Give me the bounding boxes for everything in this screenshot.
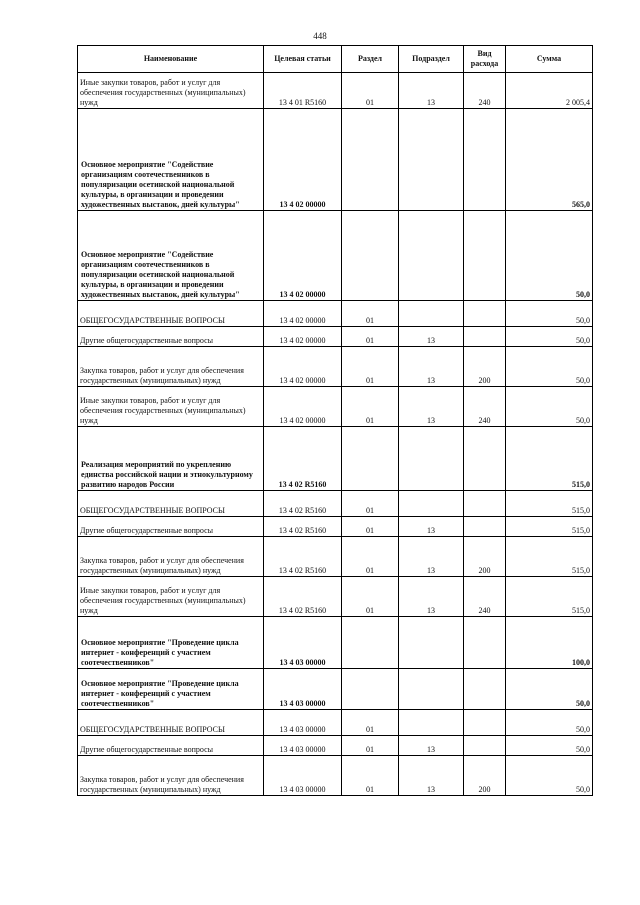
table-row-bold [78, 617, 593, 669]
cell-vid [464, 669, 506, 710]
cell-vid [464, 301, 506, 327]
cell-code: 13 4 03 00000 [264, 710, 342, 736]
cell-subsection [399, 491, 464, 517]
cell-section [342, 669, 399, 710]
cell-vid [464, 327, 506, 347]
cell-code: 13 4 02 R5160 [264, 537, 342, 577]
cell-name: Основное мероприятие "Проведение цикла интернет - конференций с участием соотечественников" [78, 669, 264, 710]
cell-sum: 50,0 [506, 327, 593, 347]
cell-section: 01 [342, 756, 399, 796]
cell-section: 01 [342, 710, 399, 736]
cell-name: Основное мероприятие "Проведение цикла интернет - конференций с участием соотечественников" [78, 617, 264, 669]
cell-section [342, 109, 399, 211]
cell-subsection: 13 [399, 347, 464, 387]
cell-vid [464, 427, 506, 491]
cell-code: 13 4 02 00000 [264, 387, 342, 427]
cell-code: 13 4 03 00000 [264, 736, 342, 756]
cell-section: 01 [342, 736, 399, 756]
cell-vid [464, 517, 506, 537]
cell-vid [464, 491, 506, 517]
cell-code: 13 4 03 00000 [264, 617, 342, 669]
cell-vid [464, 211, 506, 301]
cell-subsection: 13 [399, 327, 464, 347]
cell-vid: 240 [464, 577, 506, 617]
cell-sum: 515,0 [506, 491, 593, 517]
cell-code: 13 4 03 00000 [264, 756, 342, 796]
cell-name: Реализация мероприятий по укреплению единства российской нации и этнокультурному развитию народов России [78, 427, 264, 491]
cell-sum: 100,0 [506, 617, 593, 669]
header-subsection: Подраздел [399, 46, 464, 73]
cell-vid [464, 736, 506, 756]
cell-sum: 50,0 [506, 387, 593, 427]
cell-section: 01 [342, 301, 399, 327]
cell-name: Иные закупки товаров, работ и услуг для обеспечения государственных (муниципальных) нужд [78, 73, 264, 109]
cell-sum: 50,0 [506, 756, 593, 796]
table-row-bold [78, 109, 593, 211]
cell-code: 13 4 02 00000 [264, 347, 342, 387]
cell-subsection: 13 [399, 517, 464, 537]
header-name: Наименование [78, 46, 264, 73]
cell-vid: 200 [464, 756, 506, 796]
cell-section: 01 [342, 537, 399, 577]
cell-sum: 515,0 [506, 537, 593, 577]
cell-name: Закупка товаров, работ и услуг для обеспечения государственных (муниципальных) нужд [78, 537, 264, 577]
cell-name: ОБЩЕГОСУДАРСТВЕННЫЕ ВОПРОСЫ [78, 301, 264, 327]
cell-name: Основное мероприятие "Содействие организациям соотечественников в популяризации осетинской национальной культуры, в организации и проведении художественных выставок, дней культуры" [78, 211, 264, 301]
cell-section: 01 [342, 517, 399, 537]
table-row [78, 491, 593, 517]
cell-subsection: 13 [399, 577, 464, 617]
cell-name: Другие общегосударственные вопросы [78, 517, 264, 537]
cell-sum: 50,0 [506, 347, 593, 387]
cell-section: 01 [342, 491, 399, 517]
table-row [78, 577, 593, 617]
cell-subsection: 13 [399, 756, 464, 796]
cell-code: 13 4 02 00000 [264, 109, 342, 211]
cell-sum: 50,0 [506, 710, 593, 736]
table-header-row [78, 46, 593, 73]
cell-sum: 50,0 [506, 669, 593, 710]
table-row [78, 517, 593, 537]
cell-subsection: 13 [399, 387, 464, 427]
cell-code: 13 4 01 R5160 [264, 73, 342, 109]
cell-name: ОБЩЕГОСУДАРСТВЕННЫЕ ВОПРОСЫ [78, 710, 264, 736]
cell-name: Основное мероприятие "Содействие организациям соотечественников в популяризации осетинской национальной культуры, в организации и проведении художественных выставок, дней культуры" [78, 109, 264, 211]
header-sum: Сумма [506, 46, 593, 73]
cell-subsection [399, 109, 464, 211]
cell-vid [464, 617, 506, 669]
cell-subsection [399, 669, 464, 710]
cell-sum: 515,0 [506, 577, 593, 617]
cell-section: 01 [342, 577, 399, 617]
table-body [78, 73, 593, 796]
cell-code: 13 4 02 R5160 [264, 491, 342, 517]
cell-sum: 50,0 [506, 211, 593, 301]
cell-subsection [399, 301, 464, 327]
cell-section [342, 617, 399, 669]
table-row-bold [78, 669, 593, 710]
cell-sum: 50,0 [506, 736, 593, 756]
cell-sum: 50,0 [506, 301, 593, 327]
cell-section: 01 [342, 327, 399, 347]
table-row [78, 301, 593, 327]
table-row [78, 327, 593, 347]
cell-sum: 515,0 [506, 427, 593, 491]
cell-vid: 240 [464, 387, 506, 427]
table-row [78, 756, 593, 796]
table-row-bold [78, 211, 593, 301]
cell-name: Закупка товаров, работ и услуг для обеспечения государственных (муниципальных) нужд [78, 347, 264, 387]
cell-subsection [399, 617, 464, 669]
cell-code: 13 4 02 R5160 [264, 577, 342, 617]
header-code: Целевая статьи [264, 46, 342, 73]
cell-subsection: 13 [399, 736, 464, 756]
cell-section [342, 427, 399, 491]
table-row-bold [78, 427, 593, 491]
cell-subsection [399, 211, 464, 301]
header-section: Раздел [342, 46, 399, 73]
cell-vid [464, 109, 506, 211]
table-row [78, 387, 593, 427]
cell-vid [464, 710, 506, 736]
cell-section: 01 [342, 347, 399, 387]
cell-name: Другие общегосударственные вопросы [78, 327, 264, 347]
cell-section [342, 211, 399, 301]
cell-name: ОБЩЕГОСУДАРСТВЕННЫЕ ВОПРОСЫ [78, 491, 264, 517]
cell-vid: 200 [464, 537, 506, 577]
cell-name: Иные закупки товаров, работ и услуг для обеспечения государственных (муниципальных) нужд [78, 387, 264, 427]
cell-sum: 2 005,4 [506, 73, 593, 109]
cell-subsection: 13 [399, 73, 464, 109]
cell-code: 13 4 03 00000 [264, 669, 342, 710]
cell-section: 01 [342, 73, 399, 109]
cell-code: 13 4 02 R5160 [264, 427, 342, 491]
page-number: 448 [313, 31, 327, 41]
cell-vid: 200 [464, 347, 506, 387]
cell-subsection: 13 [399, 537, 464, 577]
header-vid: Вид расхода [464, 46, 506, 73]
table-row [78, 347, 593, 387]
cell-code: 13 4 02 R5160 [264, 517, 342, 537]
cell-code: 13 4 02 00000 [264, 327, 342, 347]
cell-name: Закупка товаров, работ и услуг для обеспечения государственных (муниципальных) нужд [78, 756, 264, 796]
cell-code: 13 4 02 00000 [264, 211, 342, 301]
cell-code: 13 4 02 00000 [264, 301, 342, 327]
cell-sum: 565,0 [506, 109, 593, 211]
cell-section: 01 [342, 387, 399, 427]
cell-name: Другие общегосударственные вопросы [78, 736, 264, 756]
table-row [78, 73, 593, 109]
cell-vid: 240 [464, 73, 506, 109]
table-row [78, 537, 593, 577]
table-row [78, 710, 593, 736]
cell-subsection [399, 710, 464, 736]
cell-name: Иные закупки товаров, работ и услуг для обеспечения государственных (муниципальных) нужд [78, 577, 264, 617]
budget-table [77, 45, 593, 796]
cell-subsection [399, 427, 464, 491]
cell-sum: 515,0 [506, 517, 593, 537]
table-row [78, 736, 593, 756]
